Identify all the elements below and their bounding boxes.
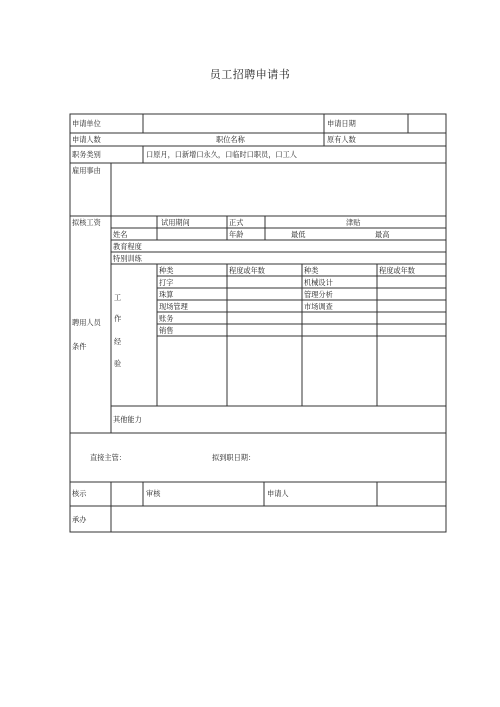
skill-accounting: 账务 xyxy=(159,314,174,323)
kind-header-right: 种类 xyxy=(304,266,319,275)
kind-header-left: 种类 xyxy=(159,266,174,275)
job-type-options: 口原月，口新增口永久，口临时口职员，口工人 xyxy=(146,150,297,159)
skill-site-management: 现场管理 xyxy=(159,302,188,311)
skill-management-analysis: 管理分析 xyxy=(304,290,333,299)
form-title: 员工招聘申请书 xyxy=(209,68,291,81)
education-label: 教育程度 xyxy=(113,242,142,251)
direct-supervisor-label: 直接主管： xyxy=(90,453,126,462)
skill-mechanical-design: 机械设计 xyxy=(304,278,333,287)
apply-unit-label: 申请单位 xyxy=(72,119,101,128)
work-exp-char-1: 工 xyxy=(114,293,122,302)
skill-sales: 销售 xyxy=(159,326,174,335)
degree-header-left: 程度或年数 xyxy=(229,266,265,275)
apply-date-label: 申请日期 xyxy=(327,119,356,128)
hire-reason-label: 雇用事由 xyxy=(72,166,101,175)
work-exp-char-3: 经 xyxy=(114,337,122,346)
existing-count-label: 原有人数 xyxy=(327,135,356,144)
applicant-label: 申请人 xyxy=(267,489,289,498)
allowance-label: 津贴 xyxy=(346,218,361,227)
name-label: 姓名 xyxy=(113,230,128,239)
conditions-label-line2: 条件 xyxy=(72,342,87,351)
special-training-label: 特别训练 xyxy=(113,254,142,263)
age-min-label: 最低 xyxy=(291,230,306,239)
apply-count-label: 申请人数 xyxy=(72,135,101,144)
probation-label: 试用期间 xyxy=(161,218,190,227)
position-name-label: 职位名称 xyxy=(216,135,245,144)
work-exp-char-4: 验 xyxy=(114,359,122,368)
other-abilities-label: 其他能力 xyxy=(113,415,142,424)
skill-typing: 打字 xyxy=(159,278,174,287)
skill-abacus: 珠算 xyxy=(159,290,174,299)
review-label: 审核 xyxy=(146,489,161,498)
handler-label: 承办 xyxy=(72,515,87,524)
degree-header-right: 程度或年数 xyxy=(379,266,415,275)
skill-market-research: 市场调查 xyxy=(304,302,333,311)
official-label: 正式 xyxy=(229,218,244,227)
work-exp-char-2: 作 xyxy=(114,314,122,323)
start-date-label: 拟到职日期： xyxy=(212,453,256,462)
proposed-salary-label: 拟核工资 xyxy=(72,218,101,227)
job-type-label: 职务类别 xyxy=(72,150,101,159)
age-label: 年龄 xyxy=(229,230,244,239)
age-max-label: 最高 xyxy=(375,230,390,239)
approval-label: 核示 xyxy=(72,489,87,498)
conditions-label-line1: 聘用人员 xyxy=(72,318,101,327)
